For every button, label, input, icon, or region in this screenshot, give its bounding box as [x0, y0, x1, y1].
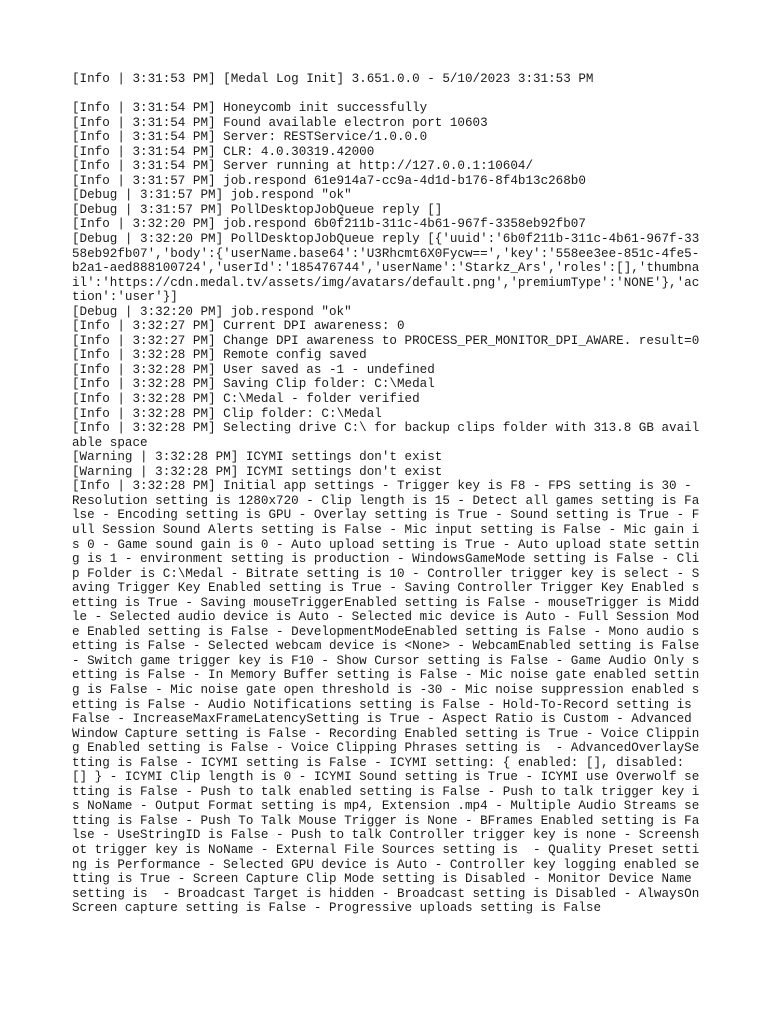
- log-line: [Debug | 3:31:57 PM] PollDesktopJobQueue reply []: [72, 202, 443, 217]
- log-line: [Info | 3:32:27 PM] Current DPI awareness: 0: [72, 319, 405, 334]
- log-line: [Info | 3:32:27 PM] Change DPI awareness to PROCESS_PER_MONITOR_DPI_AWARE. result=0: [72, 333, 700, 348]
- log-line: [Info | 3:32:28 PM] User saved as -1 - undefined: [72, 362, 435, 377]
- log-line: [Info | 3:31:54 PM] CLR: 4.0.30319.42000: [72, 144, 375, 159]
- log-text: [72, 72, 707, 916]
- log-line: [Info | 3:31:54 PM] Found available electron port 10603: [72, 115, 488, 130]
- log-line: [Info | 3:32:28 PM] Saving Clip folder: C:\Medal: [72, 377, 435, 392]
- log-line: [Warning | 3:32:28 PM] ICYMI settings don't exist: [72, 464, 443, 479]
- log-line: [Info | 3:32:28 PM] Initial app settings - Trigger key is F8 - FPS setting is 30 - Resolution setting is 1280x720 - Clip length is 15 - Detect all games setting is False - Encoding setting is GPU - Overlay setting is True - Sound setting is True - Full Session Sound Alerts setting is False - Mic input setting is False - Mic gain is 0 - Game sound gain is 0 - Auto upload setting is True - Auto upload state setting is 1 - environment setting is production - WindowsGameMode setting is False - Clip Folder is C:\Medal - Bitrate setting is 10 - Controller trigger key is select - Saving Trigger Key Enabled setting is True - Saving Controller Trigger Key Enabled setting is True - Saving mouseTriggerEnabled setting is False - mouseTrigger is Middle - Selected audio device is Auto - Selected mic device is Auto - Full Session Mode Enabled setting is False - DevelopmentModeEnabled setting is False - Mono audio setting is False - Selected webcam device is <None> - WebcamEnabled setting is False - Switch game trigger key is F10 - Show Cursor setting is False - Game Audio Only setting is False - In Memory Buffer setting is False - Mic noise gate enabled setting is False - Mic noise gate open threshold is -30 - Mic noise suppression enabled setting is False - Audio Notifications setting is False - Hold-To-Record setting is False - IncreaseMaxFrameLatencySetting is True - Aspect Ratio is Custom - Advanced Window Capture setting is False - Recording Enabled setting is True - Voice Clipping Enabled setting is False - Voice Clipping Phrases setting is - AdvancedOverlaySetting is False - ICYMI setting is False - ICYMI setting: { enabled: [], disabled: [] } - ICYMI Clip length is 0 - ICYMI Sound setting is True - ICYMI use Overwolf setting is False - Push to talk enabled setting is False - Push to talk trigger key is NoName - Output Format setting is mp4, Extension .mp4 - Multiple Audio Streams setting is False - Push To Talk Mouse Trigger is None - BFrames Enabled setting is False - UseStringID is False - Push to talk Controller trigger key is none - Screenshot trigger key is NoName - External File Sources setting is - Quality Preset setting is Performance - Selected GPU device is Auto - Controller key logging enabled setting is True - Screen Capture Clip Mode setting is Disabled - Monitor Device Name setting is - Broadcast Target is hidden - Broadcast setting is Disabled - AlwaysOn Screen capture setting is False - Progressive uploads setting is False: [72, 479, 707, 916]
- log-line: [Info | 3:31:57 PM] job.respond 61e914a7-cc9a-4d1d-b176-8f4b13c268b0: [72, 173, 586, 188]
- log-line: [Info | 3:31:54 PM] Server running at http://127.0.0.1:10604/: [72, 159, 534, 174]
- log-line: [Info | 3:32:20 PM] job.respond 6b0f211b-311c-4b61-967f-3358eb92fb07: [72, 217, 586, 232]
- log-line: [Debug | 3:32:20 PM] PollDesktopJobQueue reply [{'uuid':'6b0f211b-311c-4b61-967f-3358eb92fb07','body':{'userName.base64':'U3Rhcmt6X0Fycw==','key':'558ee3ee-851c-4fe5-b2a1-aed888100724','userId':'185476744','userName':'Starkz_Ars','roles':[],'thumbnail':'https://cdn.medal.tv/assets/img/avatars/default.png','premiumType':'NONE'},'action':'user'}]: [72, 232, 700, 305]
- log-line: [Info | 3:32:28 PM] Remote config saved: [72, 348, 367, 363]
- log-line: [Debug | 3:31:57 PM] job.respond "ok": [72, 188, 352, 203]
- log-line: [Info | 3:32:28 PM] C:\Medal - folder verified: [72, 392, 420, 407]
- log-line: [Info | 3:32:28 PM] Clip folder: C:\Medal: [72, 406, 382, 421]
- log-line: [Info | 3:31:54 PM] Honeycomb init successfully: [72, 101, 428, 116]
- log-line: [Info | 3:32:28 PM] Selecting drive C:\ for backup clips folder with 313.8 GB available space: [72, 421, 700, 450]
- log-line: [Debug | 3:32:20 PM] job.respond "ok": [72, 304, 352, 319]
- log-line: [Warning | 3:32:28 PM] ICYMI settings don't exist: [72, 450, 443, 465]
- log-line: [Info | 3:31:54 PM] Server: RESTService/1.0.0.0: [72, 130, 428, 145]
- log-header-line: [Info | 3:31:53 PM] [Medal Log Init] 3.651.0.0 - 5/10/2023 3:31:53 PM: [72, 72, 594, 86]
